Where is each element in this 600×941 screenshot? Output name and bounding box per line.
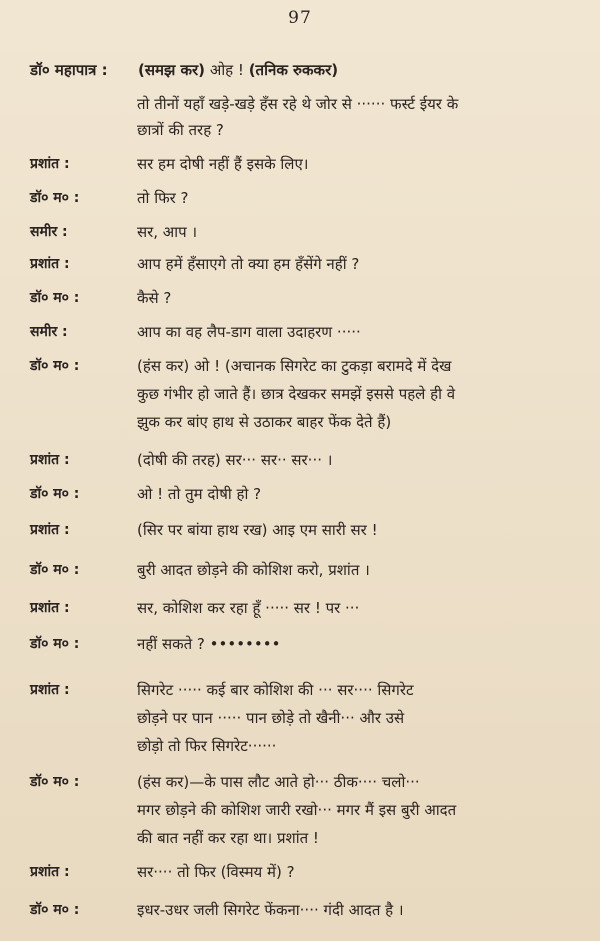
speech-text: तो तीनों यहाँ खड़े-खड़े हँस रहे थे जोर से ······ फर्स्ट ईयर के [137, 95, 459, 113]
speech-text: (दोषी की तरह) सर··· सर·· सर··· । [137, 451, 333, 469]
speech-text: (हंस कर)—के पास लौट आते हो··· ठीक···· चलो··· [137, 773, 420, 791]
speech-text: इधर-उधर जली सिगरेट फेंकना···· गंदी आदत है । [137, 901, 404, 919]
speech-text: सर, आप । [137, 223, 198, 241]
speech-text: सर, कोशिश कर रहा हूँ ····· सर ! पर ··· [137, 599, 360, 617]
speaker-label: डॉ० महापात्र : [30, 61, 108, 79]
speech-text: कुछ गंभीर हो जाते हैं। छात्र देखकर समझें इससे पहले ही वे [137, 385, 456, 403]
speech-text: छोड़ो तो फिर सिगरेट······ [137, 737, 277, 755]
speaker-label: प्रशांत : [30, 156, 70, 172]
stage-direction: (तनिक रुककर) [248, 61, 339, 79]
speech-text: सर हम दोषी नहीं हैं इसके लिए। [137, 155, 309, 173]
speech-text: आप का वह लैप-डाग वाला उदाहरण ····· [137, 323, 361, 341]
speech-text: आप हमें हँसाएगे तो क्या हम हँसेंगे नहीं ? [137, 255, 360, 273]
speaker-label: डॉ० म० : [30, 486, 80, 502]
page-number: 97 [288, 8, 312, 28]
speech-text: सर···· तो फिर (विस्मय में) ? [137, 863, 295, 881]
speaker-label: डॉ० म० : [30, 290, 80, 306]
stage-direction: (समझ कर) [138, 61, 206, 79]
speech-text: (सिर पर बांया हाथ रख) आइ एम सारी सर ! [137, 521, 378, 539]
speech-text: कैसे ? [137, 289, 172, 307]
speaker-label: प्रशांत : [30, 452, 70, 468]
speaker-label: प्रशांत : [30, 864, 70, 880]
speaker-label: प्रशांत : [30, 522, 70, 538]
speaker-label: प्रशांत : [30, 682, 70, 698]
speaker-label: डॉ० म० : [30, 562, 80, 578]
speech-text: तो फिर ? [137, 189, 189, 207]
speaker-label: डॉ० म० : [30, 636, 80, 652]
speech-text: ओह ! [205, 61, 244, 79]
speaker-label: समीर : [30, 224, 68, 240]
speech-text: झुक कर बांए हाथ से उठाकर बाहर फेंक देते हैं) [137, 413, 392, 431]
speaker-label: प्रशांत : [30, 256, 70, 272]
speaker-label: डॉ० म० : [30, 902, 80, 918]
speech-text: नहीं सकते ? •••••••• [137, 635, 281, 653]
speech-text: बुरी आदत छोड़ने की कोशिश करो, प्रशांत । [137, 561, 370, 579]
speaker-label: डॉ० म० : [30, 190, 80, 206]
speaker-label: डॉ० म० : [30, 774, 80, 790]
speaker-label: समीर : [30, 324, 68, 340]
speech-text: (हंस कर) ओ ! (अचानक सिगरेट का टुकड़ा बरामदे में देख [137, 357, 452, 375]
speech-text: छात्रों की तरह ? [137, 121, 224, 139]
speaker-label: प्रशांत : [30, 600, 70, 616]
speech-text: सिगरेट ····· कई बार कोशिश की ··· सर···· सिगरेट [137, 681, 414, 699]
speech-text: छोड़ने पर पान ····· पान छोड़े तो खैनी··· और उसे [137, 709, 405, 727]
speaker-label: डॉ० म० : [30, 358, 80, 374]
opening-speech [138, 56, 338, 84]
speech-text: की बात नहीं कर रहा था। प्रशांत ! [137, 829, 319, 847]
speech-text: ओ ! तो तुम दोषी हो ? [137, 485, 262, 503]
speech-text: मगर छोड़ने की कोशिश जारी रखो··· मगर मैं इस बुरी आदत [137, 801, 457, 819]
